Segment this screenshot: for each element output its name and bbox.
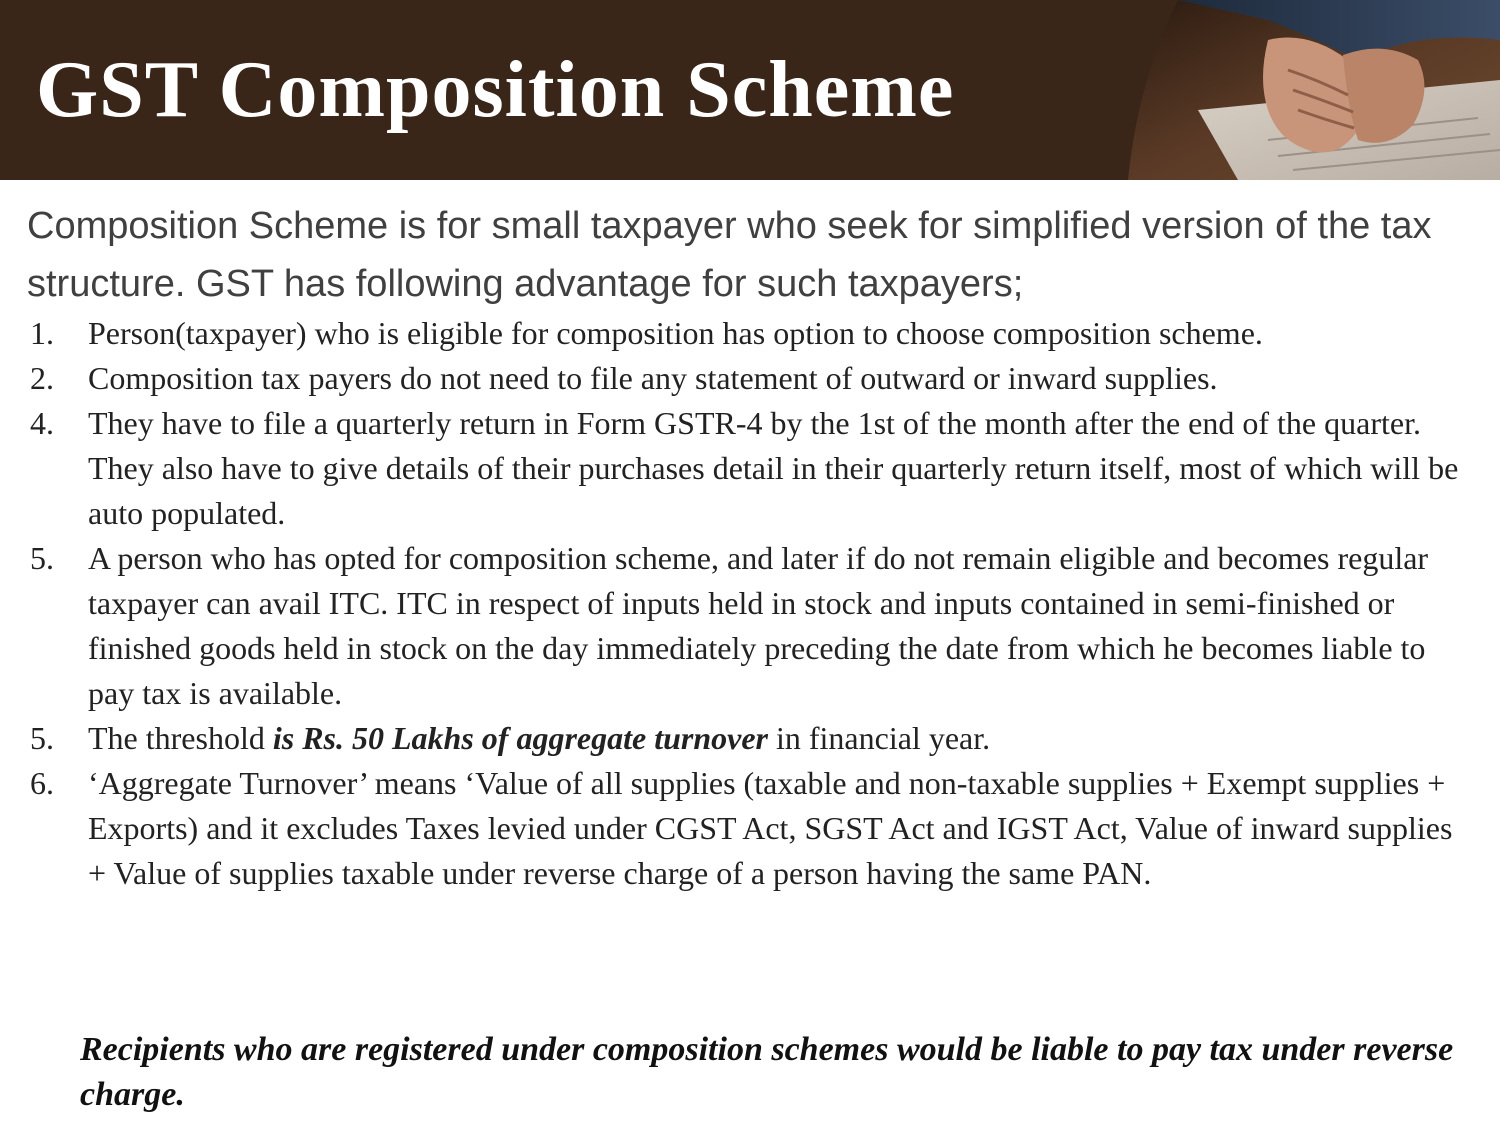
list-item [0,536,1500,716]
list-item [0,761,1500,896]
list-item-text: Composition tax payers do not need to file any statement of outward or inward supplies. [88,360,1218,396]
list-item-text-after: in financial year. [767,720,991,756]
advantages-list [0,311,1500,896]
list-item [0,356,1500,401]
slide-header [0,0,1500,180]
slide-title: GST Composition Scheme [36,46,955,134]
praying-hands-photo-icon [1118,0,1500,180]
list-item-text: ‘Aggregate Turnover’ means ‘Value of all supplies (taxable and non-taxable supplies + Exempt supplies + Exports) and it excludes Taxes levied under CGST Act, SGST Act and IGST Act, Value of inward supplies + Value of supplies taxable under reverse charge of a person having the same PAN. [88,765,1453,891]
list-item-number: 5. [30,540,54,576]
list-item [0,716,1500,761]
list-item-text: A person who has opted for composition scheme, and later if do not remain eligible and becomes regular taxpayer can avail ITC. ITC in respect of inputs held in stock and inputs contained in semi-finished or finished goods held in stock on the day immediately preceding the date from which he becomes liable to pay tax is available. [88,540,1429,711]
list-item-text-before: The threshold [88,720,273,756]
list-item-number: 2. [30,360,54,396]
list-item-number: 5. [30,720,54,756]
list-item-text: They have to file a quarterly return in Form GSTR-4 by the 1st of the month after the end of the quarter. They also have to give details of their purchases detail in their quarterly return itself, most of which will be auto populated. [88,405,1459,531]
reverse-charge-note: Recipients who are registered under composition schemes would be liable to pay tax under reverse charge. [80,1031,1454,1113]
list-item-number: 1. [30,315,54,351]
threshold-emphasis: is Rs. 50 Lakhs of aggregate turnover [272,720,768,756]
list-item-text: Person(taxpayer) who is eligible for composition has option to choose composition scheme. [88,315,1263,351]
list-item [0,311,1500,356]
list-item [0,401,1500,536]
list-item-number: 6. [30,765,54,801]
list-item-number: 4. [30,405,54,441]
intro-paragraph: Composition Scheme is for small taxpayer who seek for simplified version of the tax structure. GST has following advantage for such taxpayers; [27,205,1432,305]
